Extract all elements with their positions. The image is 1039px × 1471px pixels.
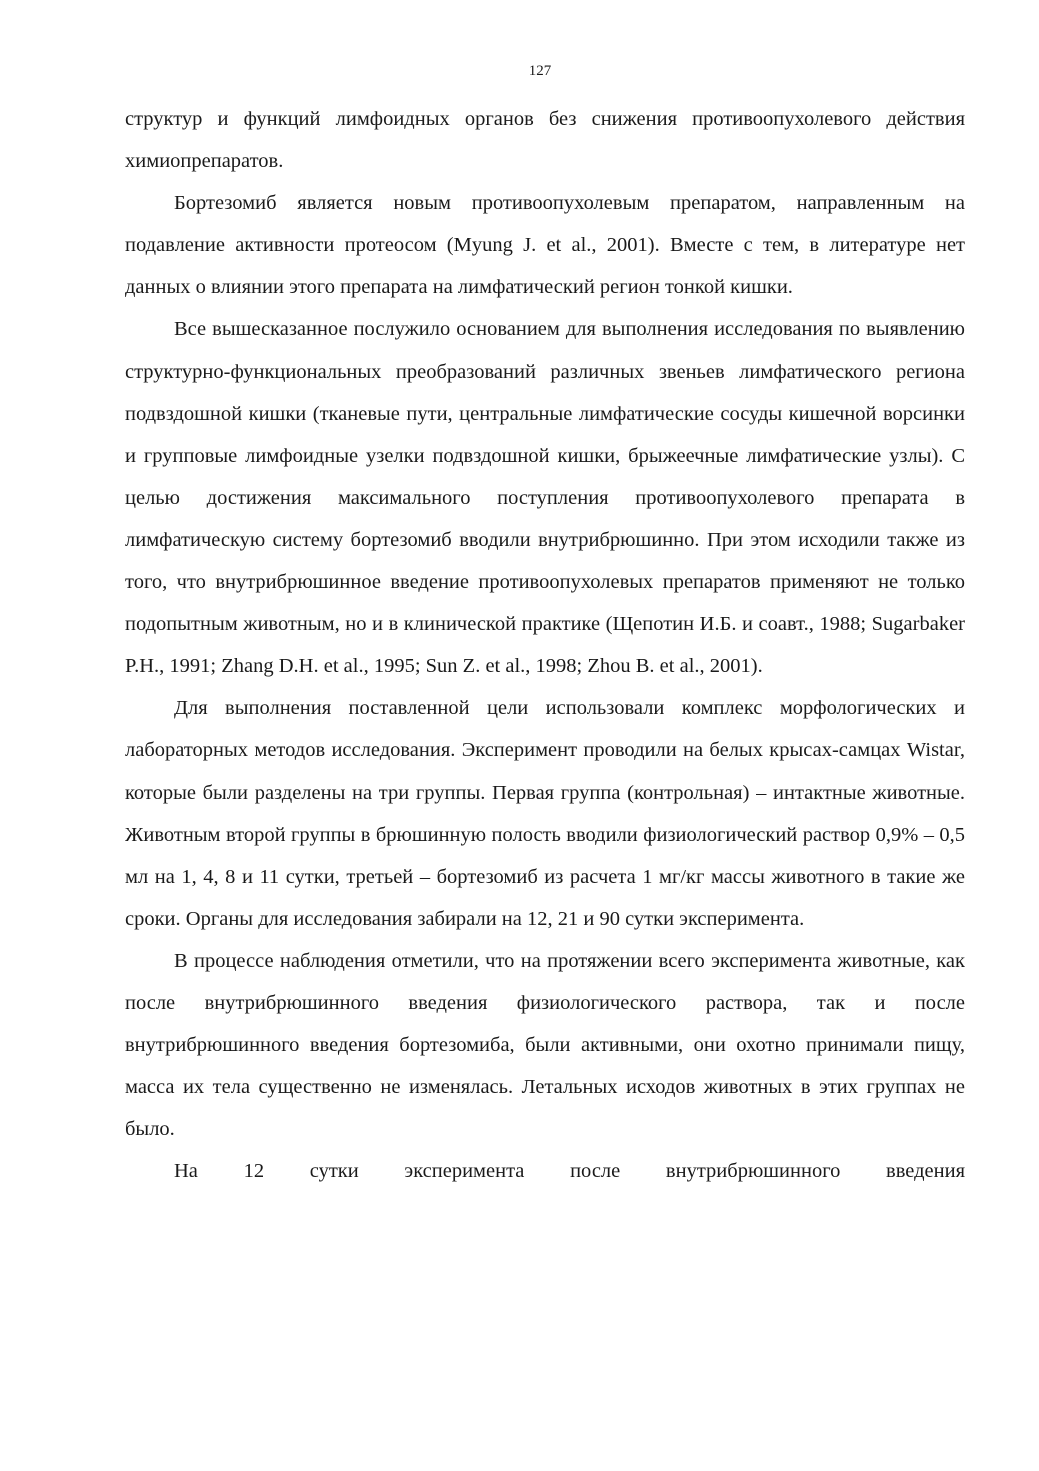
paragraph-observations: В процессе наблюдения отметили, что на протяжении всего эксперимента животные, как после внутрибрюшинного введения физиологического раствора, так и после внутрибрюшинного введения бортезомиба, были активными, они охотно принимали пищу, масса их тела существенно не изменялась. Летальных исходов животных в этих группах не было. (125, 949, 965, 1141)
body-text (125, 98, 965, 1192)
paragraph-continuation: структур и функций лимфоидных органов без снижения противоопухолевого действия химиопрепаратов. (125, 108, 965, 173)
paragraph-bortezomib-intro: Бортезомиб является новым противоопухолевым препаратом, направленным на подавление активности протеосом (Myung J. et al., 2001). Вместе с тем, в литературе нет данных о влиянии этого препарата на лимфатический регион тонкой кишки. (125, 192, 965, 299)
paragraph-methods: Для выполнения поставленной цели использовали комплекс морфологических и лабораторных методов исследования. Эксперимент проводили на белых крысах-самцах Wistar, которые были разделены на три группы. Первая группа (контрольная) – интактные животные. Животным второй группы в брюшинную полость вводили физиологический раствор 0,9% – 0,5 мл на 1, 4, 8 и 11 сутки, третьей – бортезомиб из расчета 1 мг/кг массы животного в такие же сроки. Органы для исследования забирали на 12, 21 и 90 сутки эксперимента. (125, 697, 965, 930)
paragraph-study-rationale: Все вышесказанное послужило основанием для выполнения исследования по выявлению структурно-функциональных преобразований различных звеньев лимфатического региона подвздошной кишки (тканевые пути, центральные лимфатические сосуды кишечной ворсинки и групповые лимфоидные узелки подвздошной кишки, брыжеечные лимфатические узлы). С целью достижения максимального поступления противоопухолевого препарата в лимфатическую систему бортезомиб вводили внутрибрюшинно. При этом исходили также из того, что внутрибрюшинное введение противоопухолевых препаратов применяют не только подопытным животным, но и в клинической практике (Щепотин И.Б. и соавт., 1988; Sugarbaker P.H., 1991; Zhang D.H. et al., 1995; Sun Z. et al., 1998; Zhou B. et al., 2001). (125, 318, 965, 678)
page-number: 127 (528, 63, 552, 79)
paragraph-day-12: На 12 сутки эксперимента после внутрибрюшинного введения (174, 1160, 965, 1183)
